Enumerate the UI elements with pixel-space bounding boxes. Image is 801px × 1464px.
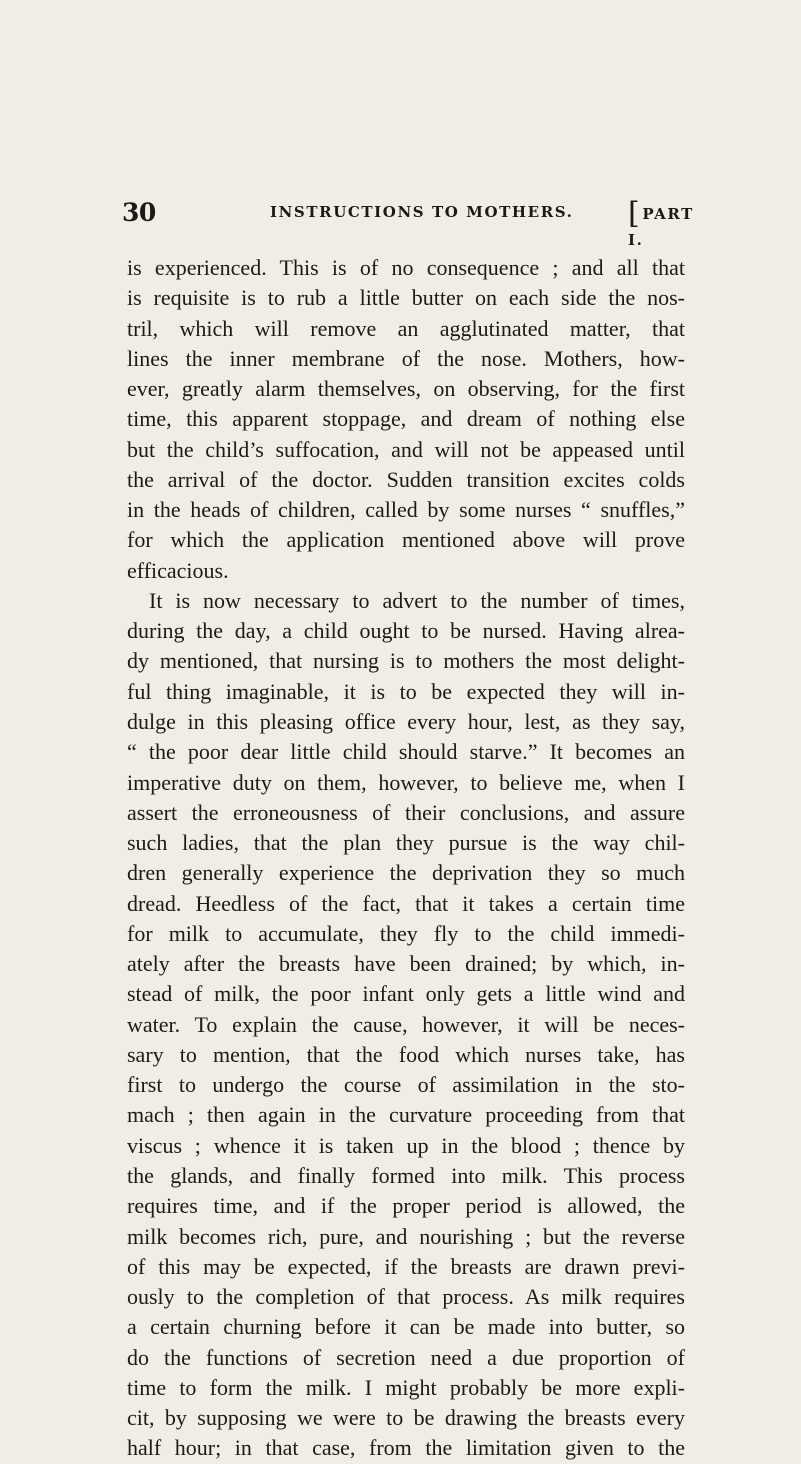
running-header bbox=[122, 196, 694, 249]
text-line: time, this apparent stoppage, and dream of nothing else bbox=[127, 406, 685, 432]
text-line: water. To explain the cause, however, it will be neces- bbox=[127, 1011, 685, 1037]
text-line: is requisite is to rub a little butter on each side the nos- bbox=[127, 285, 685, 311]
text-line: time to form the milk. I might probably be more expli- bbox=[127, 1374, 685, 1400]
text-line: milk becomes rich, pure, and nourishing ; but the reverse bbox=[127, 1223, 685, 1249]
text-line: but the child’s suffocation, and will not be appeased until bbox=[127, 436, 685, 462]
text-line: during the day, a child ought to be nursed. Having alrea- bbox=[127, 618, 685, 644]
text-line: a certain churning before it can be made into butter, so bbox=[127, 1314, 685, 1340]
text-line-paragraph-start: It is now necessary to advert to the number of times, bbox=[149, 587, 685, 613]
text-line: tril, which will remove an agglutinated matter, that bbox=[127, 315, 685, 341]
text-line: lines the inner membrane of the nose. Mothers, how- bbox=[127, 345, 685, 371]
text-line: assert the erroneousness of their conclusions, and assure bbox=[127, 799, 685, 825]
text-line: do the functions of secretion need a due proportion of bbox=[127, 1344, 685, 1370]
text-line: for milk to accumulate, they fly to the child immedi- bbox=[127, 920, 685, 946]
text-line: cit, by supposing we were to be drawing the breasts every bbox=[127, 1405, 685, 1431]
text-line: stead of milk, the poor infant only gets a little wind and bbox=[127, 981, 685, 1007]
text-line: ever, greatly alarm themselves, on observing, for the first bbox=[127, 376, 685, 402]
text-line: viscus ; whence it is taken up in the blood ; thence by bbox=[127, 1132, 685, 1158]
text-line: dread. Heedless of the fact, that it takes a certain time bbox=[127, 890, 685, 916]
text-line: of this may be expected, if the breasts are drawn previ- bbox=[127, 1253, 685, 1279]
text-line: the arrival of the doctor. Sudden transition excites colds bbox=[127, 466, 685, 492]
text-line: “ the poor dear little child should starve.” It becomes an bbox=[127, 739, 685, 765]
text-line: the glands, and finally formed into milk. This process bbox=[127, 1162, 685, 1188]
text-line: sary to mention, that the food which nurses take, has bbox=[127, 1041, 685, 1067]
text-line: requires time, and if the proper period is allowed, the bbox=[127, 1193, 685, 1219]
text-line: is experienced. This is of no consequence ; and all that bbox=[127, 255, 685, 280]
text-line: mach ; then again in the curvature proceeding from that bbox=[127, 1102, 685, 1128]
text-line: dren generally experience the deprivation they so much bbox=[127, 860, 685, 886]
part-label bbox=[628, 196, 694, 249]
text-line: ful thing imaginable, it is to be expected they will in- bbox=[127, 678, 685, 704]
text-line: ously to the completion of that process. As milk requires bbox=[127, 1284, 685, 1310]
text-line: in the heads of children, called by some nurses “ snuffles,” bbox=[127, 497, 685, 523]
text-line: such ladies, that the plan they pursue is the way chil- bbox=[127, 830, 685, 856]
text-line: half hour; in that case, from the limitation given to the bbox=[127, 1435, 685, 1461]
text-line: dulge in this pleasing office every hour, lest, as they say, bbox=[127, 708, 685, 734]
part-label-text: PART I. bbox=[628, 205, 694, 249]
text-line: for which the application mentioned above will prove bbox=[127, 527, 685, 553]
text-line: first to undergo the course of assimilation in the sto- bbox=[127, 1072, 685, 1098]
text-line-paragraph-end: efficacious. bbox=[127, 557, 229, 583]
page-number: 30 bbox=[122, 198, 156, 227]
running-title: INSTRUCTIONS TO MOTHERS. bbox=[270, 203, 574, 221]
text-line: imperative duty on them, however, to believe me, when I bbox=[127, 769, 685, 795]
text-line: ately after the breasts have been drained; by which, in- bbox=[127, 951, 685, 977]
text-line: dy mentioned, that nursing is to mothers the most delight- bbox=[127, 648, 685, 674]
body-text bbox=[127, 253, 685, 1464]
part-bracket: [ bbox=[628, 196, 642, 231]
